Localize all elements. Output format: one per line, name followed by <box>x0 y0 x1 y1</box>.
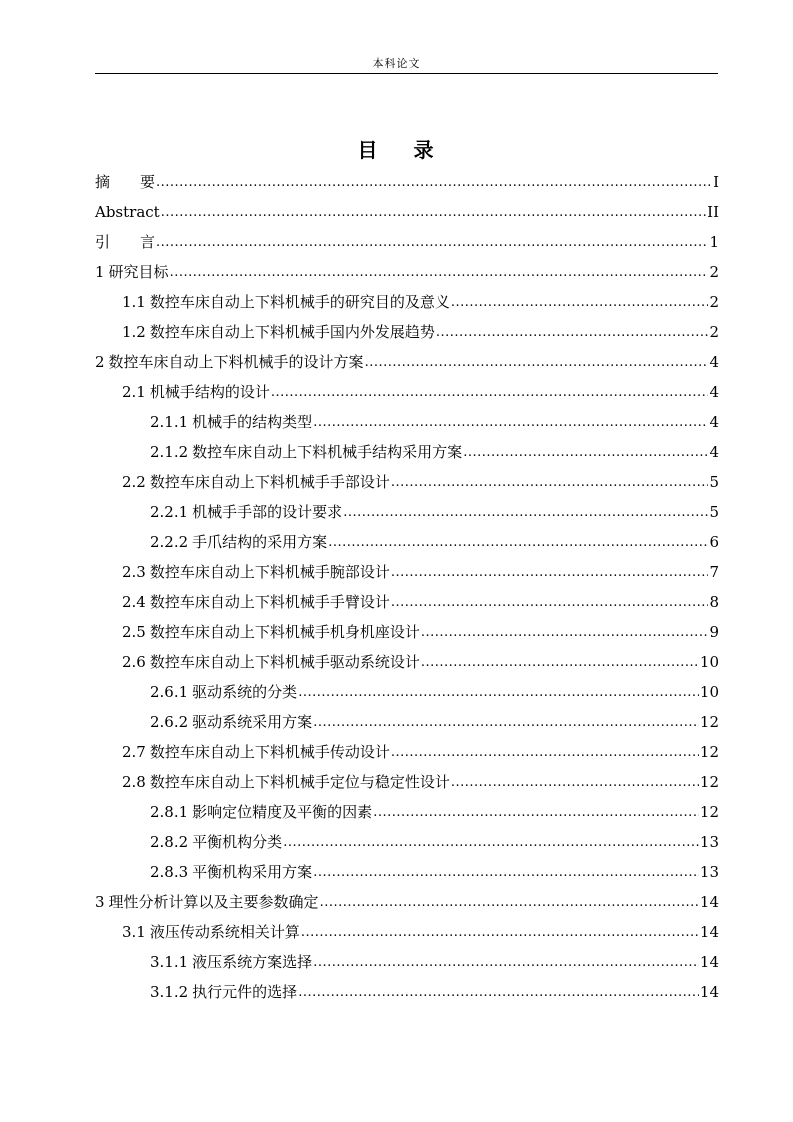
toc-dot-leader <box>170 258 709 288</box>
toc-dot-leader <box>391 738 699 768</box>
toc-dot-leader <box>391 468 709 498</box>
toc-entry[interactable] <box>95 827 719 857</box>
toc-entry[interactable] <box>95 377 719 407</box>
toc-dot-leader <box>301 918 699 948</box>
toc-page-number: 1 <box>709 233 719 251</box>
toc-entry-text: 机械手的结构类型 <box>192 413 313 431</box>
toc-entry[interactable] <box>95 257 719 287</box>
toc-entry-number: 2.2 <box>122 473 146 491</box>
toc-dot-leader <box>451 288 709 318</box>
toc-entry[interactable] <box>95 887 719 917</box>
toc-entry[interactable] <box>95 617 719 647</box>
toc-entry-text: 数控车床自动上下料机械手结构采用方案 <box>192 443 463 461</box>
header-divider <box>95 73 718 74</box>
toc-entry-label <box>95 887 319 917</box>
toc-entry[interactable] <box>95 737 719 767</box>
toc-page-number: 14 <box>699 893 719 911</box>
toc-entry-label <box>150 857 312 887</box>
toc-entry-text: 驱动系统的分类 <box>192 683 298 701</box>
toc-page-number: 4 <box>709 353 719 371</box>
toc-page-number: II <box>707 203 719 221</box>
toc-entry-number: 2.1.1 <box>150 413 189 431</box>
toc-dot-leader <box>313 858 699 888</box>
toc-entry[interactable] <box>95 347 719 377</box>
toc-entry[interactable] <box>95 317 719 347</box>
toc-entry[interactable] <box>95 407 719 437</box>
toc-entry-text: 数控车床自动上下料机械手手臂设计 <box>149 593 390 611</box>
toc-entry[interactable] <box>95 527 719 557</box>
page-header: 本科论文 <box>372 57 421 70</box>
toc-entry[interactable] <box>95 467 719 497</box>
toc-entry-number: 3 <box>95 893 105 911</box>
toc-entry[interactable] <box>95 437 719 467</box>
toc-entry-label <box>122 767 450 797</box>
toc-dot-leader <box>365 348 709 378</box>
toc-entry-number: 3.1.1 <box>150 953 189 971</box>
toc-entry[interactable] <box>95 677 719 707</box>
toc-entry[interactable] <box>95 647 719 677</box>
toc-page-number: 5 <box>709 503 719 521</box>
toc-dot-leader <box>320 888 699 918</box>
toc-dot-leader <box>161 198 706 228</box>
toc-entry-text: 液压传动系统相关计算 <box>149 923 300 941</box>
toc-entry[interactable] <box>95 917 719 947</box>
toc-dot-leader <box>421 648 699 678</box>
toc-dot-leader <box>391 558 709 588</box>
toc-entry-label <box>122 737 390 767</box>
toc-entry-text: 数控车床自动上下料机械手国内外发展趋势 <box>149 323 435 341</box>
toc-dot-leader <box>156 228 708 258</box>
toc-entry-number: 2 <box>95 353 105 371</box>
toc-dot-leader <box>328 528 708 558</box>
toc-page-number: 13 <box>699 833 719 851</box>
toc-dot-leader <box>343 498 708 528</box>
toc-page-number: 10 <box>699 653 719 671</box>
toc-entry-text: 数控车床自动上下料机械手驱动系统设计 <box>149 653 420 671</box>
toc-dot-leader <box>391 588 709 618</box>
toc-dot-leader <box>373 798 699 828</box>
toc-entry-label <box>95 227 155 257</box>
toc-entry-text: 执行元件的选择 <box>192 983 298 1001</box>
toc-page-number: 13 <box>699 863 719 881</box>
toc-entry-label <box>122 917 300 947</box>
toc-entry-text: 数控车床自动上下料机械手腕部设计 <box>149 563 390 581</box>
toc-entry-text: 摘 要 <box>95 173 156 191</box>
toc-entry[interactable] <box>95 287 719 317</box>
toc-entry-label <box>95 167 155 197</box>
toc-entry-text: 数控车床自动上下料机械手机身机座设计 <box>149 623 420 641</box>
toc-dot-leader <box>283 828 699 858</box>
toc-dot-leader <box>421 618 709 648</box>
toc-dot-leader <box>298 978 699 1008</box>
toc-dot-leader <box>313 408 708 438</box>
toc-entry[interactable] <box>95 947 719 977</box>
toc-entry[interactable] <box>95 497 719 527</box>
toc-dot-leader <box>451 768 699 798</box>
toc-entry-label <box>150 977 297 1007</box>
toc-entry-number: 2.8 <box>122 773 146 791</box>
toc-entry-text: 引 言 <box>95 233 156 251</box>
toc-entry-number: 2.2.1 <box>150 503 189 521</box>
toc-entry-number: 2.2.2 <box>150 533 189 551</box>
toc-entry-label <box>150 437 462 467</box>
toc-entry-number: 2.6.2 <box>150 713 189 731</box>
toc-entry-number: 2.1 <box>122 383 146 401</box>
toc-dot-leader <box>463 438 708 468</box>
toc-page-number: 12 <box>699 773 719 791</box>
toc-title-left: 目 <box>357 138 380 162</box>
toc-entry-text: 平衡机构分类 <box>192 833 283 851</box>
toc-entry-number: 2.6 <box>122 653 146 671</box>
toc-entry-number: 2.8.3 <box>150 863 189 881</box>
toc-entry-number: 1.2 <box>122 323 146 341</box>
toc-entry[interactable] <box>95 167 719 197</box>
toc-entry-label <box>150 407 312 437</box>
toc-page-number: 8 <box>709 593 719 611</box>
toc-page-number: 7 <box>709 563 719 581</box>
toc-page-number: 5 <box>709 473 719 491</box>
toc-entry-number: 3.1 <box>122 923 146 941</box>
toc-entry-text: 数控车床自动上下料机械手的研究目的及意义 <box>149 293 450 311</box>
toc-entry-label <box>95 257 169 287</box>
toc-entry-label <box>122 317 435 347</box>
toc-entry-text: Abstract <box>95 203 160 221</box>
toc-entry[interactable] <box>95 227 719 257</box>
toc-page-number: 4 <box>709 443 719 461</box>
toc-title-right: 录 <box>413 138 436 162</box>
toc-page-number: 2 <box>709 263 719 281</box>
toc-entry-label <box>150 707 312 737</box>
toc-page-number: 12 <box>699 743 719 761</box>
toc-entry-number: 1 <box>95 263 105 281</box>
toc-entry-text: 影响定位精度及平衡的因素 <box>192 803 373 821</box>
toc-page-number: 12 <box>699 713 719 731</box>
toc-page-number: 9 <box>709 623 719 641</box>
toc-dot-leader <box>156 168 710 198</box>
toc-entry-label <box>150 497 342 527</box>
toc-dot-leader <box>298 678 699 708</box>
toc-entry-label <box>150 677 297 707</box>
toc-page-number: 4 <box>709 413 719 431</box>
toc-dot-leader <box>313 708 699 738</box>
toc-page-number: 4 <box>709 383 719 401</box>
toc-entry-label <box>122 647 420 677</box>
toc-entry-number: 3.1.2 <box>150 983 189 1001</box>
toc-entry[interactable] <box>95 587 719 617</box>
toc-entry-label <box>95 347 364 377</box>
toc-page-number: 2 <box>709 293 719 311</box>
toc-entry-text: 数控车床自动上下料机械手传动设计 <box>149 743 390 761</box>
toc-entry-number: 2.8.1 <box>150 803 189 821</box>
toc-entry-number: 2.3 <box>122 563 146 581</box>
toc-entry-label <box>122 467 390 497</box>
toc-entry-label <box>122 287 450 317</box>
toc-entry-number: 2.4 <box>122 593 146 611</box>
toc-page-number: 2 <box>709 323 719 341</box>
toc-title <box>0 134 793 163</box>
toc-entry-text: 液压系统方案选择 <box>192 953 313 971</box>
toc-page-number: 14 <box>699 983 719 1001</box>
toc-entry-text: 数控车床自动上下料机械手的设计方案 <box>108 353 364 371</box>
toc-entry-text: 平衡机构采用方案 <box>192 863 313 881</box>
toc-entry-label <box>122 557 390 587</box>
toc-entry-text: 机械手手部的设计要求 <box>192 503 343 521</box>
toc-entry[interactable] <box>95 797 719 827</box>
toc-entry-label <box>122 617 420 647</box>
toc-entry-text: 数控车床自动上下料机械手手部设计 <box>149 473 390 491</box>
toc-dot-leader <box>313 948 699 978</box>
toc-entry-text: 驱动系统采用方案 <box>192 713 313 731</box>
toc-entry-text: 理性分析计算以及主要参数确定 <box>108 893 319 911</box>
toc-entry-text: 机械手结构的设计 <box>149 383 270 401</box>
toc-page-number: 10 <box>699 683 719 701</box>
toc-page-number: 14 <box>699 953 719 971</box>
toc-entry-number: 2.5 <box>122 623 146 641</box>
toc-entry-label <box>150 827 282 857</box>
toc-entry[interactable] <box>95 707 719 737</box>
table-of-contents <box>95 167 719 1007</box>
toc-entry[interactable] <box>95 767 719 797</box>
toc-dot-leader <box>436 318 709 348</box>
toc-entry-text: 数控车床自动上下料机械手定位与稳定性设计 <box>149 773 450 791</box>
toc-entry-text: 研究目标 <box>108 263 169 281</box>
toc-entry-number: 2.7 <box>122 743 146 761</box>
toc-entry-label <box>122 377 270 407</box>
toc-entry-number: 2.1.2 <box>150 443 189 461</box>
toc-entry-number: 2.8.2 <box>150 833 189 851</box>
toc-entry-label <box>150 527 327 557</box>
toc-entry-number: 1.1 <box>122 293 146 311</box>
toc-entry[interactable] <box>95 197 719 227</box>
toc-entry[interactable] <box>95 557 719 587</box>
toc-page-number: 6 <box>709 533 719 551</box>
toc-page-number: 12 <box>699 803 719 821</box>
toc-entry-text: 手爪结构的采用方案 <box>192 533 328 551</box>
toc-entry-label <box>150 947 312 977</box>
toc-entry[interactable] <box>95 977 719 1007</box>
toc-dot-leader <box>271 378 709 408</box>
toc-entry-label <box>150 797 372 827</box>
toc-page-number: I <box>713 173 719 191</box>
toc-entry[interactable] <box>95 857 719 887</box>
toc-entry-number: 2.6.1 <box>150 683 189 701</box>
toc-page-number: 14 <box>699 923 719 941</box>
toc-entry-label <box>122 587 390 617</box>
toc-entry-label <box>95 197 160 227</box>
